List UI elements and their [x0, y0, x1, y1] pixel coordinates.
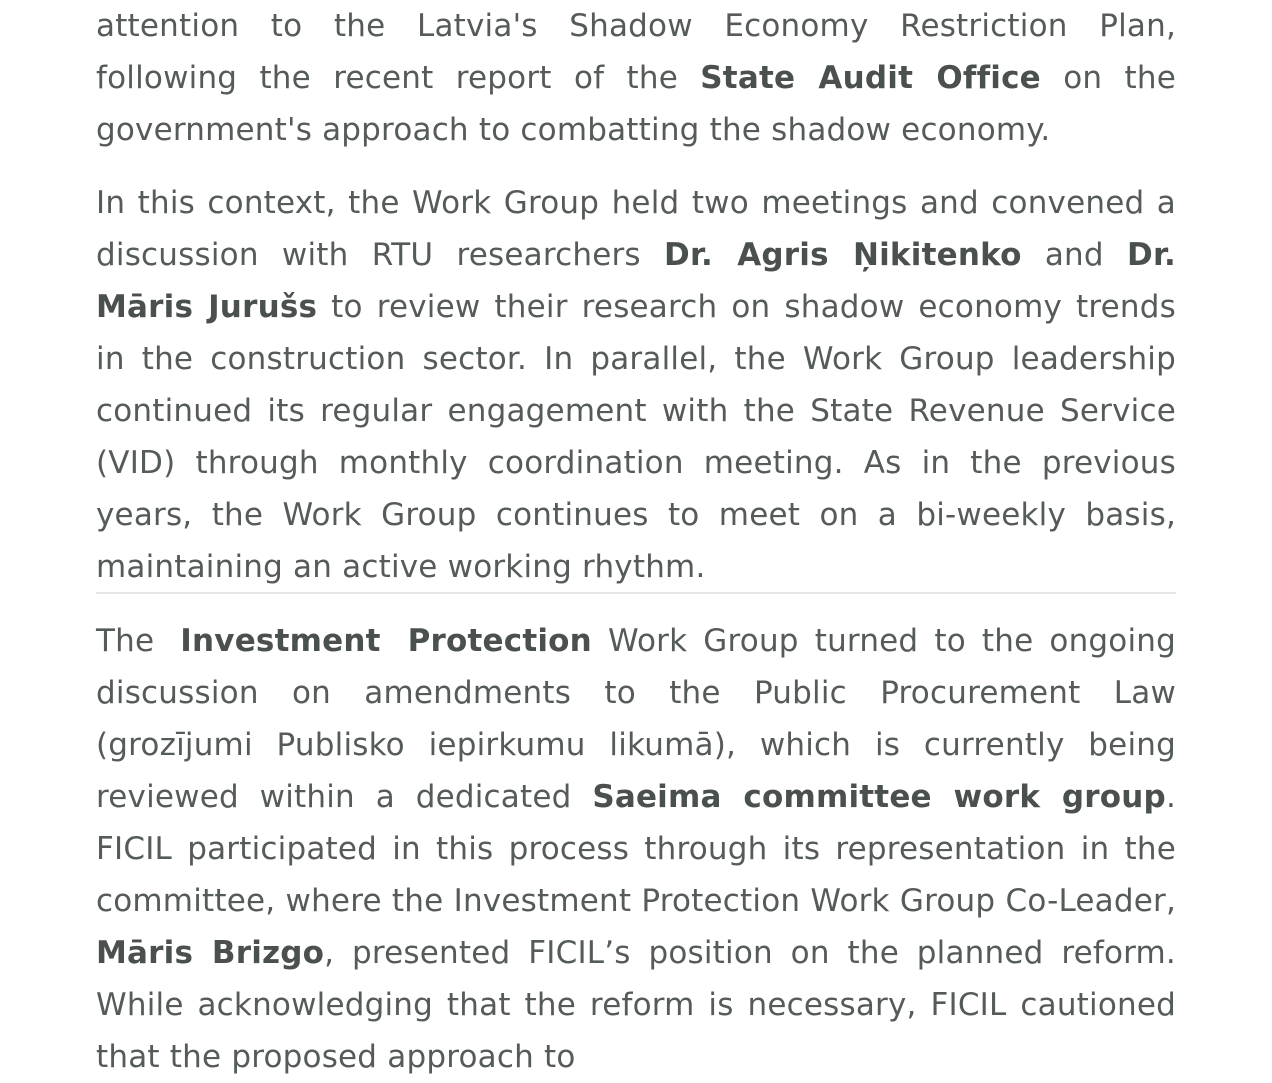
paragraph2-text-b: and: [1021, 237, 1128, 273]
section-divider: [96, 592, 1176, 594]
paragraph-shadow-economy-plan: [96, 0, 1176, 156]
paragraph2-text-a: In this context, the Work Group held two meetings and convened a discussion with RTU researchers: [96, 185, 1176, 273]
paragraph3-text-d: , presented FICIL’s position on the planned reform. While acknowledging that the reform is necessary, FICIL cautioned that the proposed approach to: [96, 935, 1176, 1075]
researcher-nikitenko-bold: Dr. Agris Ņikitenko: [664, 237, 1022, 273]
paragraph3-text-a: The: [96, 623, 181, 659]
researcher-juruss-bold: Dr. Māris Jurušs: [96, 237, 1176, 325]
saeima-committee-bold: Saeima committee work group: [592, 779, 1166, 815]
paragraph3-text-c: . FICIL participated in this process through its representation in the committee, where the Investment Protection Work Group Co-Leader,: [96, 779, 1176, 919]
state-audit-office-bold: State Audit Office: [700, 60, 1041, 96]
paragraph1-text-b: on the government's approach to combatting the shadow economy.: [96, 60, 1176, 148]
paragraph-work-group-meetings: [96, 177, 1176, 593]
paragraph2-text-c: to review their research on shadow economy trends in the construction sector. In parallel, the Work Group leadership continued its regular engagement with the State Revenue Service (VID) through monthly coordination meeting. As in the previous years, the Work Group continues to meet on a bi-weekly basis, maintaining an active working rhythm.: [96, 289, 1176, 585]
investment-protection-bold: Investment Protection: [180, 623, 592, 659]
paragraph3-text-b: Work Group turned to the ongoing discussion on amendments to the Public Procurement Law (grozījumi Publisko iepirkumu likumā), which is currently being reviewed within a dedicated: [96, 623, 1177, 815]
paragraph1-text-a: attention to the Latvia's Shadow Economy Restriction Plan, following the recent report of the: [96, 8, 1176, 96]
maris-brizgo-bold: Māris Brizgo: [96, 935, 325, 971]
paragraph-investment-protection: [96, 615, 1176, 1083]
